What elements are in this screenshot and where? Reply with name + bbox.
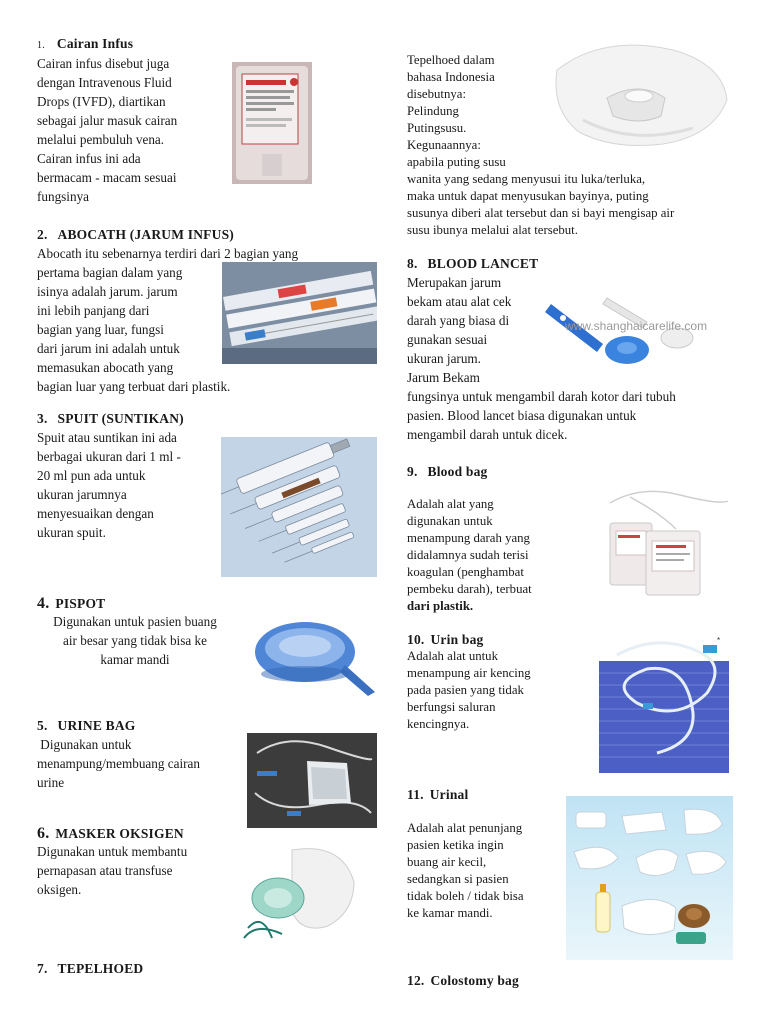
body-line: menampung/membuang cairan (37, 756, 200, 771)
body-line: bagian yang luar, fungsi (37, 322, 164, 337)
body-line: Drops (IVFD), diartikan (37, 94, 166, 109)
tepelhoed-long-text (407, 171, 733, 239)
body-line: pembeku darah), terbuat (407, 582, 532, 596)
body-line: Adalah alat untuk (407, 649, 498, 663)
body-line: Abocath itu sebenarnya terdiri dari 2 bagian yang (37, 246, 299, 261)
section-3-heading (37, 411, 184, 427)
body-line: ukuran spuit. (37, 525, 106, 540)
section-8-number: 8. (407, 256, 418, 271)
body-line: Adalah alat penunjang (407, 821, 523, 835)
section-4-number: 4. (37, 595, 50, 612)
blood-bag-image (600, 483, 733, 600)
section-11-body (407, 820, 567, 922)
section-10-number: 10. (407, 632, 425, 647)
section-1-number: 1. (37, 40, 45, 51)
section-6-title: MASKER OKSIGEN (55, 826, 184, 841)
svg-text:*: * (717, 636, 721, 645)
section-3-number: 3. (37, 411, 48, 426)
body-line: fungsinya (37, 189, 90, 204)
section-2-number: 2. (37, 227, 48, 242)
section-9-body (407, 496, 567, 615)
section-9-heading (407, 464, 487, 480)
body-line: Jarum Bekam (407, 370, 480, 385)
section-2-heading (37, 227, 234, 243)
body-line-bold: dari plastik. (407, 599, 474, 613)
body-line: Putingsusu. (407, 121, 467, 135)
body-line: dari jarum ini adalah untuk (37, 341, 180, 356)
body-line: Kegunaannya: (407, 138, 481, 152)
section-10-body (407, 648, 577, 733)
body-line: buang air kecil, (407, 855, 487, 869)
section-1-body (37, 54, 227, 206)
section-4-body (37, 612, 233, 669)
body-line: susunya diberi alat tersebut dan si bayi mengisap air (407, 206, 675, 220)
body-line: apabila puting susu (407, 155, 506, 169)
body-line: pertama bagian dalam yang (37, 265, 183, 280)
body-line: bermacam - macam sesuai (37, 170, 177, 185)
body-line: digunakan untuk (407, 514, 493, 528)
section-8-long-text (407, 387, 737, 444)
body-line: Digunakan untuk pasien buang (53, 614, 217, 629)
body-line: Adalah alat yang (407, 497, 494, 511)
body-line: urine (37, 775, 65, 790)
body-line: darah yang biasa di (407, 313, 510, 328)
bedpan-image (250, 610, 380, 700)
section-3-title: SPUIT (SUNTIKAN) (57, 411, 184, 426)
urine-bag-image (247, 733, 377, 828)
body-line: bahasa Indonesia (407, 70, 495, 84)
body-line: Tepelhoed dalam (407, 53, 495, 67)
section-11-title: Urinal (429, 787, 469, 802)
section-12-title: Colostomy bag (430, 973, 519, 988)
body-line: fungsinya untuk mengambil darah kotor dari tubuh (407, 389, 676, 404)
body-line: kamar mandi (100, 652, 170, 667)
body-line: sebagai jalur masuk cairan (37, 113, 178, 128)
body-line: kencingnya. (407, 717, 470, 731)
body-line: Digunakan untuk membantu (37, 844, 188, 859)
body-line: Cairan infus ini ada (37, 151, 141, 166)
watermark-text: www.shanghaicarelife.com (565, 319, 708, 333)
section-6-number: 6. (37, 825, 50, 842)
section-5-number: 5. (37, 718, 48, 733)
body-line: Cairan infus disebut juga (37, 56, 170, 71)
body-line: bekam atau alat cek (407, 294, 512, 309)
syringes-image (221, 437, 377, 577)
body-line: koagulan (penghambat (407, 565, 524, 579)
section-8-heading (407, 256, 538, 272)
body-line: pasien. Blood lancet biasa digunakan untuk (407, 408, 637, 423)
section-12-number: 12. (407, 973, 425, 988)
oxygen-mask-image (242, 842, 360, 940)
section-4-heading (37, 595, 105, 613)
body-line: ini lebih panjang dari (37, 303, 150, 318)
body-line: mengambil darah untuk dicek. (407, 427, 568, 442)
body-line: didalamnya sudah terisi (407, 548, 529, 562)
body-line: oksigen. (37, 882, 82, 897)
section-5-heading (37, 718, 135, 734)
section-6-body (37, 842, 237, 899)
body-line: ke kamar mandi. (407, 906, 493, 920)
urin-bag-image (597, 633, 733, 775)
body-line: susu ibunya melalui alat tersebut. (407, 223, 578, 237)
body-line: memasukan abocath yang (37, 360, 174, 375)
body-line: wanita yang sedang menyusui itu luka/terluka, (407, 172, 646, 186)
section-3-body (37, 428, 217, 542)
section-5-body (37, 735, 237, 792)
body-line: Merupakan jarum (407, 275, 502, 290)
body-line: Digunakan untuk (37, 737, 132, 752)
body-line: menampung air kencing (407, 666, 531, 680)
tepelhoed-short-text (407, 52, 547, 171)
body-line: disebutnya: (407, 87, 466, 101)
section-2-title: ABOCATH (JARUM INFUS) (57, 227, 234, 242)
body-line: pernapasan atau transfuse (37, 863, 173, 878)
body-line: Spuit atau suntikan ini ada (37, 430, 177, 445)
body-line: gunakan sesuai (407, 332, 488, 347)
body-line: air besar yang tidak bisa ke (63, 633, 207, 648)
section-11-number: 11. (407, 787, 424, 802)
section-6-heading (37, 825, 184, 843)
body-line: Pelindung (407, 104, 459, 118)
body-line: isinya adalah jarum. jarum (37, 284, 178, 299)
section-10-title: Urin bag (430, 632, 484, 647)
body-line: dengan Intravenous Fluid (37, 75, 172, 90)
body-line: berbagai ukuran dari 1 ml - (37, 449, 181, 464)
section-7-heading (37, 961, 143, 977)
section-11-heading (407, 787, 468, 803)
abocath-image (222, 262, 377, 364)
body-line: bagian luar yang terbuat dari plastik. (37, 379, 231, 394)
body-line: ukuran jarumnya (37, 487, 127, 502)
body-line: menyesuaikan dengan (37, 506, 154, 521)
blood-lancet-image (543, 280, 733, 370)
body-line: tidak boleh / tidak bisa (407, 889, 524, 903)
body-line: maka untuk dapat menyusukan bayinya, puting (407, 189, 649, 203)
section-1-title: Cairan Infus (56, 36, 134, 51)
section-10-heading (407, 632, 483, 648)
section-9-number: 9. (407, 464, 418, 479)
nipple-shield-image (543, 40, 733, 158)
body-line: 20 ml pun ada untuk (37, 468, 146, 483)
section-7-number: 7. (37, 961, 48, 976)
infusion-bag-image (232, 62, 312, 184)
section-7-title: TEPELHOED (57, 961, 144, 976)
section-8-short-text (407, 273, 547, 387)
body-line: sedangkan si pasien (407, 872, 509, 886)
section-12-heading (407, 973, 519, 989)
section-8-title: BLOOD LANCET (427, 256, 539, 271)
section-4-title: PISPOT (55, 596, 106, 611)
body-line: ukuran jarum. (407, 351, 481, 366)
section-1-heading (37, 36, 133, 52)
body-line: pada pasien yang tidak (407, 683, 524, 697)
body-line: pasien ketika ingin (407, 838, 504, 852)
body-line: berfungsi saluran (407, 700, 496, 714)
body-line: menampung darah yang (407, 531, 530, 545)
section-9-title: Blood bag (427, 464, 488, 479)
body-line: melalui pembuluh vena. (37, 132, 165, 147)
section-5-title: URINE BAG (57, 718, 136, 733)
urinal-image (566, 796, 733, 960)
